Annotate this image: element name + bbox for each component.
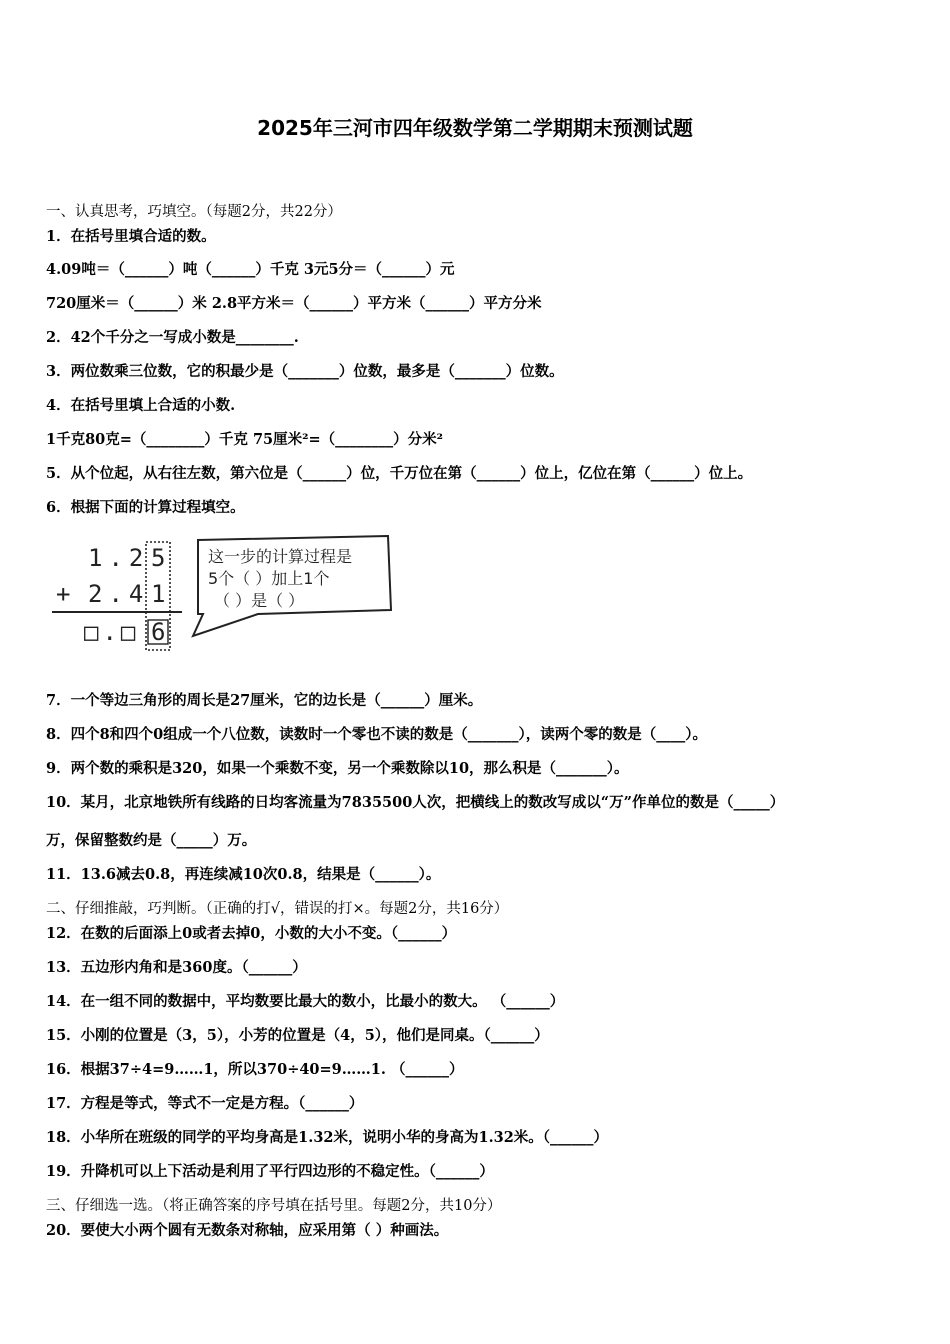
- section-heading-1: 一、认真思考，巧填空。（每题2分，共22分）: [46, 204, 342, 220]
- question-11: 11．13.6减去0.8，再连续减10次0.8，结果是（______）。: [46, 866, 441, 883]
- question-1-line-b: 720厘米＝（______）米 2.8平方米＝（______）平方米（______）平方分米: [46, 295, 542, 312]
- figure-row1: 1.2: [88, 544, 150, 572]
- figure-result: □.□: [84, 618, 140, 646]
- question-2: 2．42个千分之一写成小数是________.: [46, 329, 299, 346]
- question-6: 6．根据下面的计算过程填空。: [46, 499, 245, 516]
- question-1-line-a: 4.09吨＝（______）吨（______）千克 3元5分＝（______）元: [46, 261, 455, 278]
- question-19: 19．升降机可以上下活动是利用了平行四边形的不稳定性。（______）: [46, 1163, 494, 1180]
- question-4-line-a: 1千克80克=（________）千克 75厘米²=（________）分米²: [46, 431, 443, 448]
- calculation-diagram: [48, 534, 398, 658]
- section-heading-3: 三、仔细选一选。（将正确答案的序号填在括号里。每题2分，共10分）: [46, 1198, 502, 1214]
- figure-result-last: 6: [151, 618, 166, 646]
- bubble-line-3: （ ）是（ ）: [214, 591, 305, 610]
- question-9: 9．两个数的乘积是320，如果一个乘数不变，另一个乘数除以10，那么积是（_______）。: [46, 760, 629, 777]
- question-1: 1．在括号里填合适的数。: [46, 228, 216, 245]
- question-8: 8．四个8和四个0组成一个八位数，读数时一个零也不读的数是（_______），读两个零的数是（____）。: [46, 726, 708, 743]
- page-title: 2025年三河市四年级数学第二学期期末预测试题: [257, 116, 693, 140]
- question-14: 14．在一组不同的数据中，平均数要比最大的数小，比最小的数大。 （______）: [46, 993, 565, 1010]
- figure-plus: +: [56, 580, 71, 608]
- question-20: 20．要使大小两个圆有无数条对称轴，应采用第（ ）种画法。: [46, 1222, 449, 1239]
- question-5: 5．从个位起，从右往左数，第六位是（______）位，千万位在第（______）位上，亿位在第（______）位上。: [46, 465, 753, 482]
- figure-row2: 2.4: [88, 580, 150, 608]
- bubble-line-1: 这一步的计算过程是: [208, 547, 353, 566]
- question-7: 7．一个等边三角形的周长是27厘米，它的边长是（______）厘米。: [46, 692, 483, 709]
- section-heading-2: 二、仔细推敲，巧判断。（正确的打√，错误的打×。每题2分，共16分）: [46, 901, 509, 917]
- question-10: 10．某月，北京地铁所有线路的日均客流量为7835500人次，把横线上的数改写成以“万”作单位的数是（_____）: [46, 794, 785, 811]
- question-18: 18．小华所在班级的同学的平均身高是1.32米，说明小华的身高为1.32米。（______）: [46, 1129, 609, 1146]
- question-12: 12．在数的后面添上0或者去掉0，小数的大小不变。（______）: [46, 925, 457, 942]
- figure-row2-last: 1: [151, 580, 166, 608]
- bubble-line-2: 5个（ ）加上1个: [208, 569, 330, 588]
- question-3: 3．两位数乘三位数，它的积最少是（_______）位数，最多是（_______）位数。: [46, 363, 564, 380]
- question-17: 17．方程是等式，等式不一定是方程。（______）: [46, 1095, 364, 1112]
- question-13: 13．五边形内角和是360度。（______）: [46, 959, 307, 976]
- question-4: 4．在括号里填上合适的小数.: [46, 397, 236, 414]
- question-16: 16．根据37÷4=9……1，所以370÷40=9……1. （______）: [46, 1061, 464, 1078]
- calculation-figure: [48, 534, 398, 658]
- question-10-continued: 万，保留整数约是（_____）万。: [46, 832, 257, 849]
- question-15: 15．小刚的位置是（3，5），小芳的位置是（4，5），他们是同桌。（______）: [46, 1027, 549, 1044]
- figure-row1-last: 5: [151, 544, 166, 572]
